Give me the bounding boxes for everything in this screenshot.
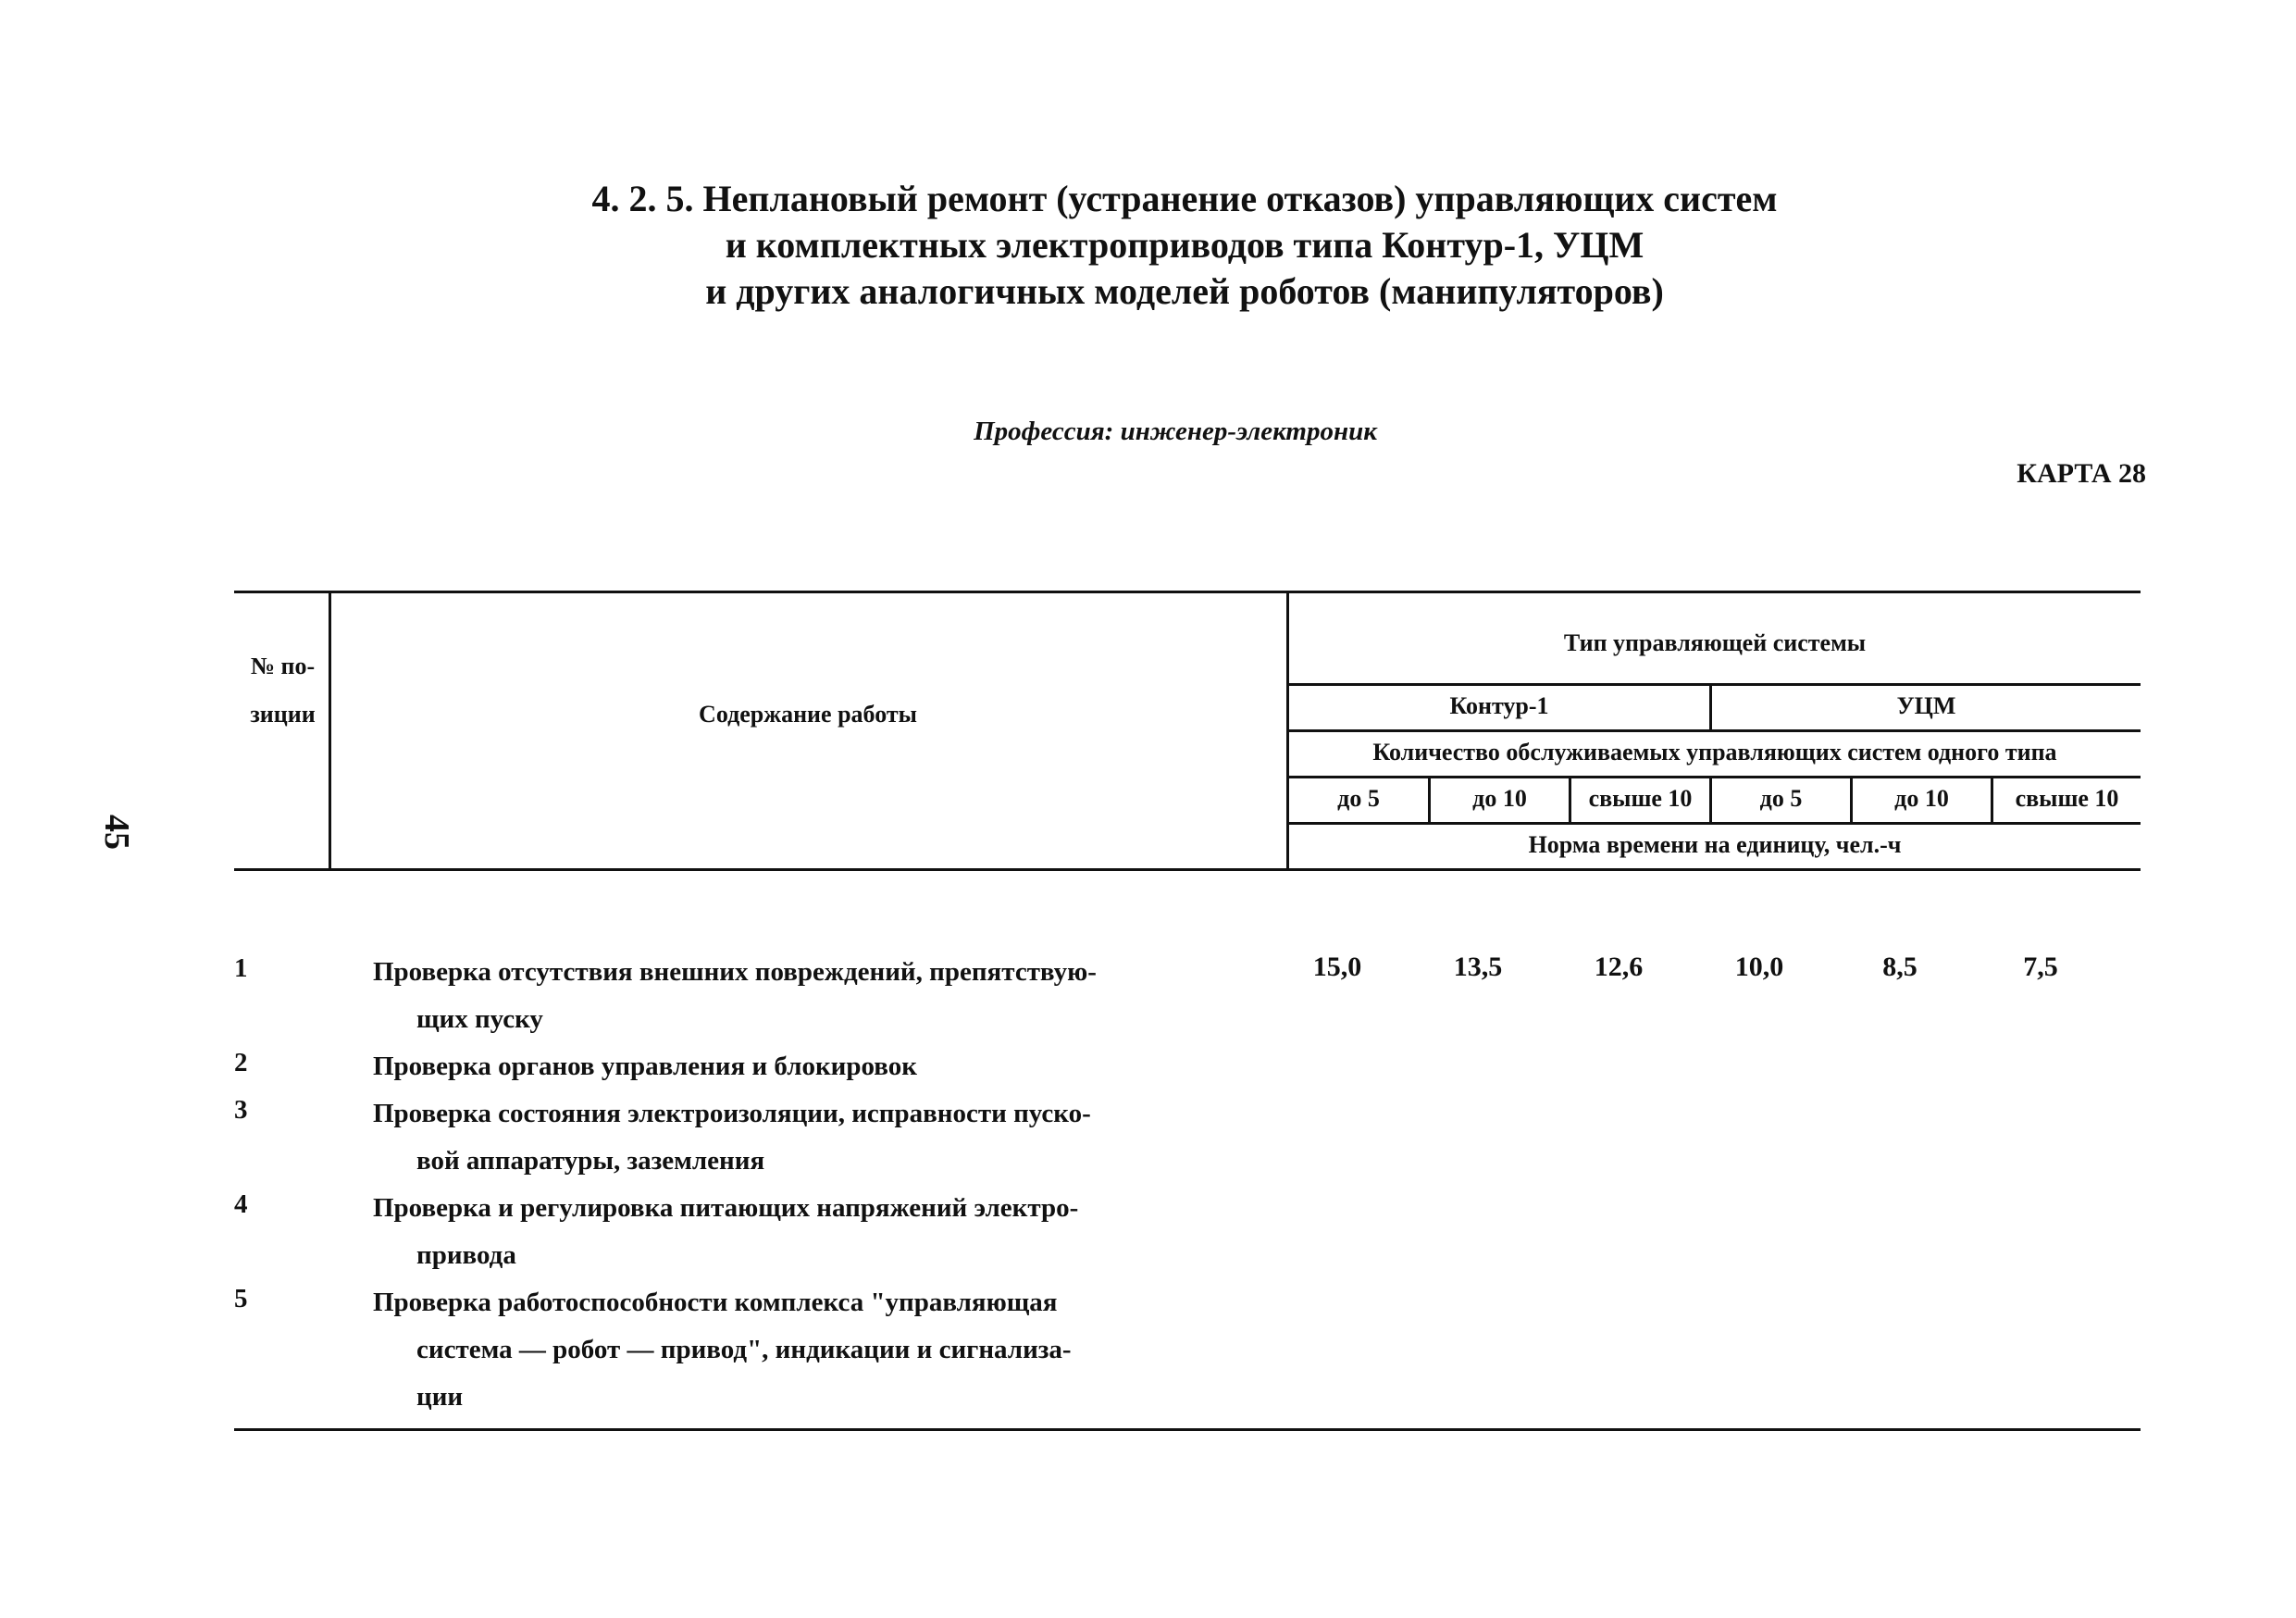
row-1-value-3: 12,6 bbox=[1594, 952, 1644, 982]
row-5-line-1: Проверка работоспособности комплекса "управляющая bbox=[373, 1288, 1058, 1317]
title-line-2: и комплектных электроприводов типа Контур-1, УЦМ bbox=[725, 224, 1644, 266]
header-quantity: Количество обслуживаемых управляющих систем одного типа bbox=[1372, 739, 2057, 765]
row-1-number: 1 bbox=[234, 953, 248, 983]
row-1-line-1: Проверка отсутствия внешних повреждений, препятствую- bbox=[373, 957, 1097, 987]
row-2-line-1: Проверка органов управления и блокировок bbox=[373, 1052, 917, 1081]
row-5-line-2: система — робот — привод", индикации и сигнализа- bbox=[416, 1335, 1072, 1364]
card-number: КАРТА 28 bbox=[2017, 458, 2146, 489]
row-5-number: 5 bbox=[234, 1284, 248, 1313]
row-1-value-1: 15,0 bbox=[1312, 952, 1362, 982]
header-content: Содержание работы bbox=[699, 701, 917, 728]
title-line-1: 4. 2. 5. Неплановый ремонт (устранение отказов) управляющих систем bbox=[591, 178, 1778, 219]
title-line-3: и других аналогичных моделей роботов (манипуляторов) bbox=[705, 270, 1664, 312]
header-line-sub bbox=[1286, 822, 2141, 825]
header-pos-line2: зиции bbox=[250, 701, 316, 728]
row-1-value-6: 7,5 bbox=[2023, 952, 2058, 982]
header-norm: Норма времени на единицу, чел.-ч bbox=[1528, 831, 1902, 858]
row-4-content bbox=[373, 1185, 1187, 1279]
row-3-line-2: вой аппаратуры, заземления bbox=[416, 1146, 765, 1176]
header-group-kontur: Контур-1 bbox=[1449, 692, 1549, 719]
header-bottom-border bbox=[234, 868, 2141, 871]
col-divider-pos bbox=[329, 591, 331, 870]
row-4-line-1: Проверка и регулировка питающих напряжений электро- bbox=[373, 1193, 1079, 1223]
row-1-value-4: 10,0 bbox=[1734, 952, 1784, 982]
table-bottom-border bbox=[234, 1428, 2141, 1431]
header-pos-line1: № по- bbox=[250, 653, 316, 679]
profession-label: Профессия: инженер-электроник bbox=[974, 417, 1377, 446]
row-4-line-2: привода bbox=[416, 1240, 516, 1270]
page-title bbox=[0, 176, 2296, 315]
row-2-content bbox=[373, 1043, 1187, 1090]
header-line-groups bbox=[1286, 729, 2141, 732]
header-sub-2: до 10 bbox=[1472, 785, 1527, 812]
header-line-type bbox=[1286, 683, 2141, 686]
header-group-ucm: УЦМ bbox=[1896, 692, 1956, 719]
header-sub-5: до 10 bbox=[1894, 785, 1949, 812]
row-1-line-2: щих пуску bbox=[416, 1004, 543, 1034]
header-system-type: Тип управляющей системы bbox=[1563, 629, 1867, 656]
row-4-number: 4 bbox=[234, 1189, 248, 1219]
table-top-border bbox=[234, 591, 2141, 593]
header-line-quantity bbox=[1286, 776, 2141, 778]
row-3-content bbox=[373, 1090, 1187, 1185]
page-number: 45 bbox=[97, 815, 136, 850]
row-1-value-5: 8,5 bbox=[1882, 952, 1917, 982]
header-sub-6: свыше 10 bbox=[2015, 785, 2119, 812]
row-3-number: 3 bbox=[234, 1095, 248, 1125]
header-sub-1: до 5 bbox=[1337, 785, 1380, 812]
row-2-number: 2 bbox=[234, 1048, 248, 1077]
header-sub-4: до 5 bbox=[1759, 785, 1803, 812]
row-3-line-1: Проверка состояния электроизоляции, исправности пуско- bbox=[373, 1099, 1091, 1128]
row-1-content bbox=[373, 949, 1187, 1043]
row-5-line-3: ции bbox=[416, 1382, 464, 1412]
row-1-value-2: 13,5 bbox=[1453, 952, 1503, 982]
header-sub-3: свыше 10 bbox=[1588, 785, 1693, 812]
row-5-content bbox=[373, 1279, 1187, 1421]
